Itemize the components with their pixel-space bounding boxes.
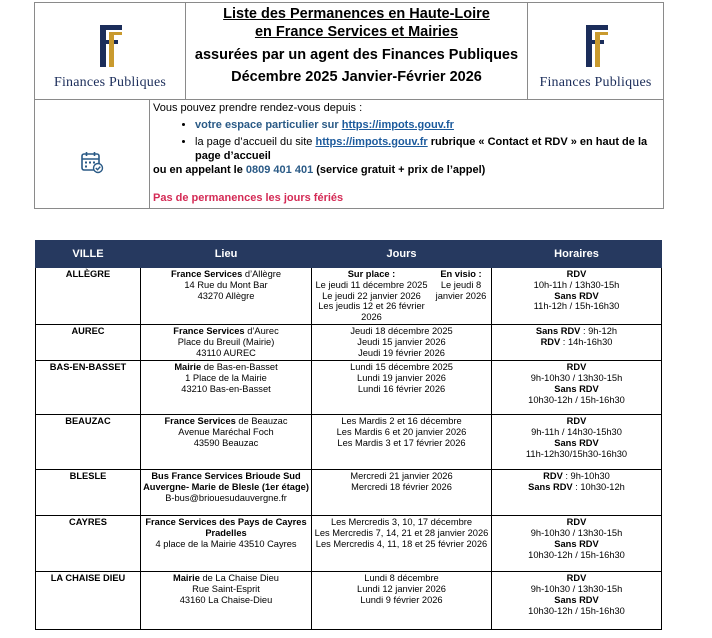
cell-jours: Lundi 8 décembre Lundi 12 janvier 2026 Lundi 9 février 2026 — [312, 572, 492, 630]
logo-text: Finances Publiques — [539, 75, 652, 90]
table-row — [36, 572, 662, 630]
cell-lieu: Mairie de Bas-en-Basset 1 Place de la Mairie 43210 Bas-en-Basset — [141, 361, 312, 415]
cell-lieu: France Services de Beauzac Avenue Maréchal Foch 43590 Beauzac — [141, 415, 312, 470]
header-lieu: Lieu — [141, 241, 312, 268]
cell-ville: CAYRES — [36, 516, 141, 572]
cell-ville: ALLÈGRE — [36, 268, 141, 325]
logo-text: Finances Publiques — [53, 75, 167, 90]
cell-horaires: RDV : 9h-10h30 Sans RDV : 10h30-12h — [492, 470, 662, 516]
appointment-info-box — [34, 99, 664, 209]
cell-horaires: RDV 9h-10h30 / 13h30-15h Sans RDV 10h30-12h / 15h-16h30 — [492, 516, 662, 572]
period: Décembre 2025 Janvier-Février 2026 — [231, 69, 482, 85]
title-block — [186, 3, 527, 99]
header-jours: Jours — [312, 241, 492, 268]
cell-horaires: RDV 9h-10h30 / 13h30-15h Sans RDV 10h30-12h / 15h-16h30 — [492, 361, 662, 415]
phone-number: 0809 401 401 — [245, 164, 314, 176]
cell-jours — [312, 268, 492, 325]
finances-publiques-emblem-icon — [94, 23, 126, 69]
cell-jours: Mercredi 21 janvier 2026 Mercredi 18 février 2026 — [312, 470, 492, 516]
cell-horaires: RDV 9h-10h30 / 13h30-15h Sans RDV 10h30-12h / 15h-16h30 — [492, 572, 662, 630]
document-header — [34, 2, 664, 100]
cell-ville: BAS-EN-BASSET — [36, 361, 141, 415]
table-row — [36, 516, 662, 572]
info-text — [150, 100, 663, 208]
cell-jours: Les Mercredis 3, 10, 17 décembre Les Mercredis 7, 14, 21 et 28 janvier 2026 Les Mercredis 4, 11, 18 et 25 février 2026 — [312, 516, 492, 572]
cell-ville: AUREC — [36, 324, 141, 360]
info-icon-cell — [35, 100, 150, 208]
cell-ville: BLESLE — [36, 470, 141, 516]
table-row — [36, 415, 662, 470]
table-row — [36, 324, 662, 360]
table-header-row — [36, 241, 662, 268]
cell-horaires: RDV 10h-11h / 13h30-15h Sans RDV 11h-12h / 15h-16h30 — [492, 268, 662, 325]
cell-lieu: Bus France Services Brioude Sud Auvergne- Marie de Blesle (1er étage) B-bus@briouesudauvergne.fr — [141, 470, 312, 516]
cell-horaires: Sans RDV : 9h-12h RDV : 14h-16h30 — [492, 324, 662, 360]
cell-lieu: Mairie de La Chaise Dieu Rue Saint-Esprit 43160 La Chaise-Dieu — [141, 572, 312, 630]
cell-lieu: France Services d’Aurec Place du Breuil (Mairie) 43110 AUREC — [141, 324, 312, 360]
cell-lieu: France Services d’Allègre 14 Rue du Mont Bar 43270 Allègre — [141, 268, 312, 325]
table-row — [36, 268, 662, 325]
finances-publiques-emblem-icon — [580, 23, 612, 69]
finances-publiques-logo-right — [527, 3, 663, 99]
holiday-note: Pas de permanences les jours fériés — [153, 191, 344, 204]
jours-sur-place: Sur place : Le jeudi 11 décembre 2025 Le jeudi 22 janvier 2026 Les jeudis 12 et 26 février 2026 — [315, 269, 428, 323]
header-horaires: Horaires — [492, 241, 662, 268]
cell-horaires: RDV 9h-11h / 14h30-15h30 Sans RDV 11h-12h30/15h30-16h30 — [492, 415, 662, 470]
info-bullet-espace-particulier: • votre espace particulier sur https://impots.gouv.fr — [195, 119, 659, 133]
table-row — [36, 470, 662, 516]
impots-link-2[interactable]: https://impots.gouv.fr — [315, 136, 428, 148]
title-line-2: en France Services et Mairies — [254, 24, 459, 40]
permanences-table — [35, 240, 662, 630]
header-ville: VILLE — [36, 241, 141, 268]
info-intro: Vous pouvez prendre rendez-vous depuis : — [153, 102, 363, 114]
finances-publiques-logo-left — [35, 3, 186, 99]
jours-en-visio: En visio : Le jeudi 8 janvier 2026 — [435, 269, 487, 301]
info-list — [153, 119, 659, 164]
table-row — [36, 361, 662, 415]
title-line-1: Liste des Permanences en Haute-Loire — [223, 6, 490, 22]
calendar-check-icon — [80, 150, 104, 174]
cell-ville: LA CHAISE DIEU — [36, 572, 141, 630]
info-phone-line: ou en appelant le 0809 401 401 (service gratuit + prix de l’appel) — [153, 164, 486, 176]
subtitle: assurées par un agent des Finances Publiques — [194, 47, 519, 63]
cell-lieu: France Services des Pays de Cayres Pradelles 4 place de la Mairie 43510 Cayres — [141, 516, 312, 572]
cell-jours: Jeudi 18 décembre 2025 Jeudi 15 janvier 2026 Jeudi 19 février 2026 — [312, 324, 492, 360]
cell-jours: Lundi 15 décembre 2025 Lundi 19 janvier 2026 Lundi 16 février 2026 — [312, 361, 492, 415]
impots-link-1[interactable]: https://impots.gouv.fr — [341, 118, 454, 131]
cell-ville: BEAUZAC — [36, 415, 141, 470]
info-bullet-page-accueil: • la page d’accueil du site https://impots.gouv.fr rubrique « Contact et RDV » en haut de la page d’accueil — [195, 136, 659, 163]
cell-jours: Les Mardis 2 et 16 décembre Les Mardis 6 et 20 janvier 2026 Les Mardis 3 et 17 février 2026 — [312, 415, 492, 470]
